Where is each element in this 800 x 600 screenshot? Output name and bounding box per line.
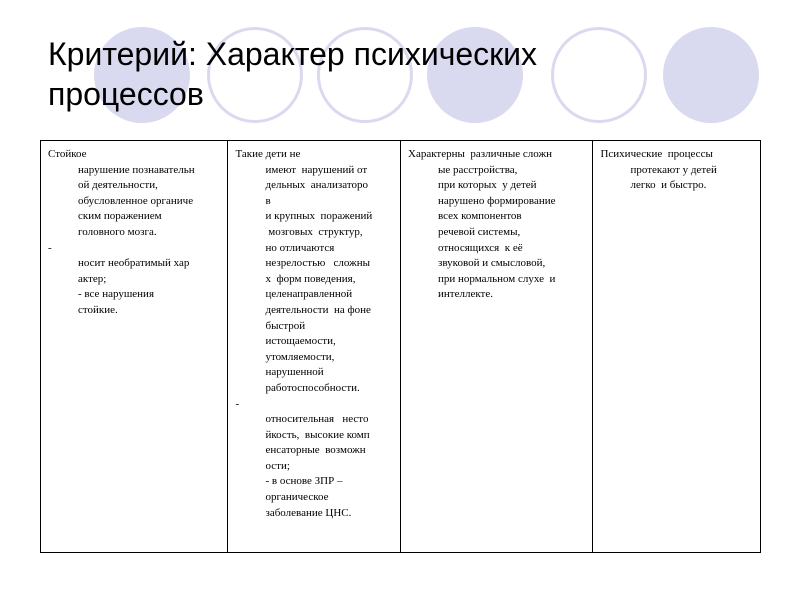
decor-circle-5 bbox=[551, 27, 647, 123]
cell-text-line: легко и быстро. bbox=[630, 179, 707, 192]
cell-text-line: актер; bbox=[78, 272, 107, 285]
cell-text-line: и крупных поражений bbox=[265, 210, 373, 223]
cell-text-line: х форм поведения, bbox=[265, 272, 356, 285]
cell-text-line: при нормальном слухе и bbox=[438, 272, 556, 285]
decor-circle-6 bbox=[663, 27, 759, 123]
criteria-table bbox=[40, 140, 761, 553]
table-cell-col-4 bbox=[593, 141, 760, 552]
cell-text-line: Такие дети не bbox=[235, 148, 301, 160]
cell-text-line: утомляемости, bbox=[265, 350, 335, 363]
cell-text-line: работоспособности. bbox=[265, 381, 360, 394]
table-cell-col-2 bbox=[228, 141, 401, 552]
cell-text-line: интеллекте. bbox=[438, 288, 493, 301]
cell-text-line: при которых у детей bbox=[438, 179, 537, 192]
slide-title-line-1: Критерий: Характер психических bbox=[48, 36, 538, 72]
slide-title-line-2: процессов bbox=[48, 76, 204, 112]
cell-text-line: ые расстройства, bbox=[438, 163, 518, 176]
cell-text-line: нарушение познавательн bbox=[78, 163, 195, 176]
cell-text-line: нарушенной bbox=[265, 366, 324, 379]
cell-text-line: относительная несто bbox=[265, 413, 369, 426]
cell-text-line: быстрой bbox=[265, 319, 306, 332]
cell-text-line: истощаемости, bbox=[265, 335, 336, 348]
cell-text-line: заболевание ЦНС. bbox=[265, 506, 352, 519]
cell-text-line: незрелостью сложны bbox=[265, 257, 371, 270]
cell-text-line: Стойкое bbox=[48, 148, 87, 160]
cell-text-line: мозговых структур, bbox=[265, 225, 363, 238]
cell-text-line: - bbox=[48, 241, 52, 254]
cell-text-line: носит необратимый хар bbox=[78, 257, 190, 270]
cell-text-line: ой деятельности, bbox=[78, 179, 158, 192]
cell-text-line: енсаторные возможн bbox=[265, 444, 366, 457]
cell-text-line: - в основе ЗПР – bbox=[265, 475, 343, 488]
slide-title bbox=[48, 34, 537, 114]
cell-text-line: всех компонентов bbox=[438, 210, 522, 223]
table-cell-col-1 bbox=[41, 141, 228, 552]
cell-text-line: - все нарушения bbox=[78, 288, 155, 301]
cell-text-line: нарушено формирование bbox=[438, 194, 556, 207]
table-cell-col-3 bbox=[401, 141, 593, 552]
cell-text-line: целенаправленной bbox=[265, 288, 353, 301]
cell-text-line: но отличаются bbox=[265, 241, 335, 254]
cell-text-line: обусловленное органиче bbox=[78, 194, 194, 207]
cell-text-line: ости; bbox=[265, 459, 290, 472]
cell-text-line: Психические процессы bbox=[600, 148, 713, 160]
cell-text-line: ским поражением bbox=[78, 210, 162, 223]
cell-text-line: имеют нарушений от bbox=[265, 163, 368, 176]
cell-text-line: деятельности на фоне bbox=[265, 303, 371, 316]
cell-text-line: относящихся к её bbox=[438, 241, 523, 254]
cell-text-line: органическое bbox=[265, 491, 329, 504]
cell-text-line: Характерны различные сложн bbox=[408, 148, 553, 160]
cell-text-line: дельных анализаторо bbox=[265, 179, 368, 192]
cell-text-line: йкость, высокие комп bbox=[265, 428, 370, 441]
cell-text-line: - bbox=[235, 397, 240, 410]
cell-text-line: протекают у детей bbox=[630, 163, 717, 176]
cell-text-line: речевой системы, bbox=[438, 225, 521, 238]
cell-text-line: в bbox=[265, 194, 271, 207]
cell-text-line: стойкие. bbox=[78, 303, 118, 316]
cell-text-line: головного мозга. bbox=[78, 225, 157, 238]
cell-text-line: звуковой и смысловой, bbox=[438, 257, 546, 270]
